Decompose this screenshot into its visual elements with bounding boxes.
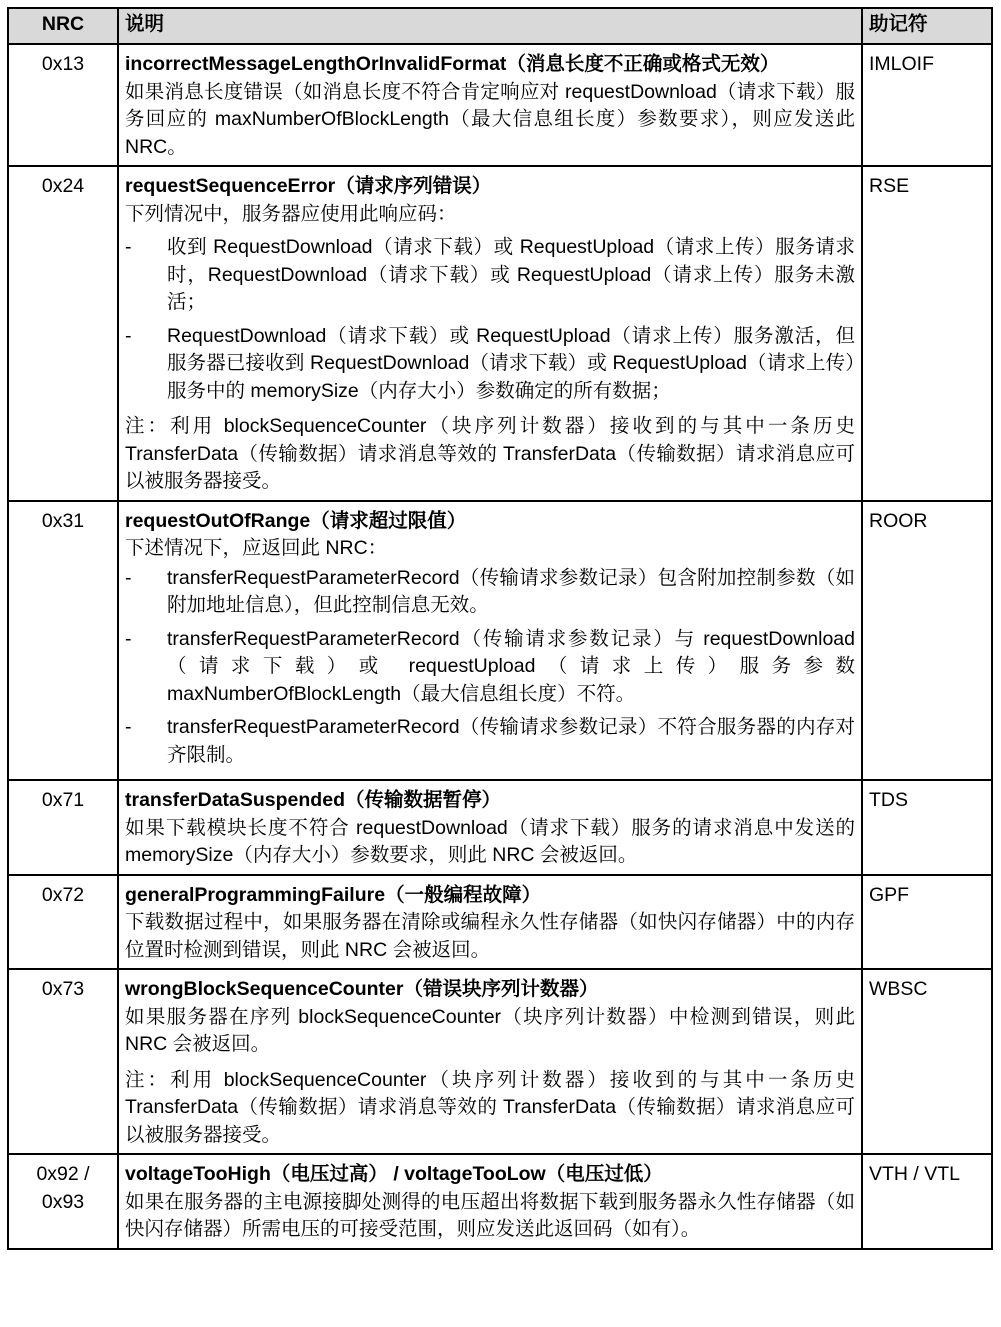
nrc-code: 0x71 bbox=[8, 780, 118, 875]
nrc-description-cell bbox=[118, 780, 862, 875]
nrc-mnemonic: TDS bbox=[862, 780, 992, 875]
nrc-mnemonic: IMLOIF bbox=[862, 44, 992, 166]
nrc-code: 0x72 bbox=[8, 875, 118, 970]
header-nrc: NRC bbox=[8, 8, 118, 44]
nrc-name-secondary-cn: （电压过低） bbox=[545, 1163, 663, 1185]
nrc-name-separator: / bbox=[387, 1163, 405, 1185]
nrc-description-cell bbox=[118, 44, 862, 166]
nrc-name-cn: （消息长度不正确或格式无效） bbox=[506, 53, 780, 75]
nrc-name-line bbox=[125, 173, 855, 201]
table-header-row bbox=[8, 8, 992, 44]
nrc-name: incorrectMessageLengthOrInvalidFormat bbox=[125, 53, 507, 75]
header-description: 说明 bbox=[118, 8, 862, 44]
nrc-description: 如果在服务器的主电源接脚处测得的电压超出将数据下载到服务器永久性存储器（如快闪存储器）所需电压的可接受范围，则应发送此返回码（如有）。 bbox=[125, 1190, 855, 1240]
nrc-code: 0x24 bbox=[8, 166, 118, 501]
nrc-name: transferDataSuspended bbox=[125, 789, 345, 811]
nrc-name: wrongBlockSequenceCounter bbox=[125, 978, 404, 1000]
list-item: - 收到 RequestDownload（请求下载）或 RequestUpload（请求上传）服务请求时，RequestDownload（请求下载）或 RequestUpload（请求上传）服务未激活； bbox=[125, 234, 855, 317]
header-mnemonic: 助记符 bbox=[862, 8, 992, 44]
nrc-description: 如果消息长度错误（如消息长度不符合肯定响应对 requestDownload（请求下载）服务回应的 maxNumberOfBlockLength（最大信息组长度）参数要求），则应发送此 NRC。 bbox=[125, 80, 855, 158]
nrc-description: 下述情况下，应返回此 NRC： bbox=[125, 537, 388, 559]
list-item: - transferRequestParameterRecord（传输请求参数记录）不符合服务器的内存对齐限制。 bbox=[125, 714, 855, 769]
nrc-name-cn: （电压过高） bbox=[270, 1163, 388, 1185]
nrc-mnemonic: RSE bbox=[862, 166, 992, 501]
nrc-code: 0x13 bbox=[8, 44, 118, 166]
nrc-name-secondary: voltageTooLow bbox=[404, 1163, 546, 1185]
nrc-description-cell bbox=[118, 166, 862, 501]
nrc-description: 下列情况中，服务器应使用此响应码： bbox=[125, 202, 457, 225]
list-item: - transferRequestParameterRecord（传输请求参数记录）包含附加控制参数（如附加地址信息），但此控制信息无效。 bbox=[125, 565, 855, 620]
table-row bbox=[8, 1154, 992, 1249]
nrc-description: 如果服务器在序列 blockSequenceCounter（块序列计数器）中检测到错误，则此 NRC 会被返回。 bbox=[125, 1005, 855, 1055]
nrc-note: 注：利用 blockSequenceCounter（块序列计数器）接收到的与其中一条历史 TransferData（传输数据）请求消息等效的 TransferData（传输数据）请求消息应可以被服务器接受。 bbox=[125, 415, 855, 492]
nrc-name: requestSequenceError bbox=[125, 175, 336, 197]
nrc-name-cn: （请求超过限值） bbox=[310, 509, 467, 532]
table-row bbox=[8, 780, 992, 875]
list-item: - RequestDownload（请求下载）或 RequestUpload（请求上传）服务激活，但服务器已接收到 RequestDownload（请求下载）或 RequestUpload（请求上传）服务中的 memorySize（内存大小）参数确定的所有数据； bbox=[125, 323, 855, 406]
table-row bbox=[8, 501, 992, 781]
nrc-mnemonic: VTH / VTL bbox=[862, 1154, 992, 1249]
nrc-name-cn: （一般编程故障） bbox=[385, 883, 542, 906]
nrc-mnemonic: ROOR bbox=[862, 501, 992, 781]
nrc-name-line bbox=[125, 508, 855, 536]
nrc-name-cn: （传输数据暂停） bbox=[344, 789, 501, 811]
nrc-description-cell bbox=[118, 969, 862, 1154]
nrc-name: requestOutOfRange bbox=[125, 509, 311, 532]
nrc-name-line bbox=[125, 51, 855, 79]
nrc-note: 注：利用 blockSequenceCounter（块序列计数器）接收到的与其中一条历史 TransferData（传输数据）请求消息等效的 TransferData（传输数据）请求消息应可以被服务器接受。 bbox=[125, 1068, 855, 1146]
table-row bbox=[8, 166, 992, 501]
nrc-description-cell bbox=[118, 875, 862, 970]
nrc-code: 0x31 bbox=[8, 501, 118, 781]
nrc-description-cell bbox=[118, 501, 862, 781]
nrc-description: 下载数据过程中，如果服务器在清除或编程永久性存储器（如快闪存储器）中的内存位置时检测到错误，则此 NRC 会被返回。 bbox=[125, 911, 855, 961]
nrc-name-line bbox=[125, 976, 855, 1004]
nrc-name-line bbox=[125, 1161, 855, 1189]
nrc-code: 0x73 bbox=[8, 969, 118, 1154]
nrc-mnemonic: WBSC bbox=[862, 969, 992, 1154]
nrc-name-cn: （请求序列错误） bbox=[335, 175, 492, 197]
condition-list bbox=[125, 565, 855, 770]
nrc-name: generalProgrammingFailure bbox=[125, 883, 386, 906]
nrc-description: 如果下载模块长度不符合 requestDownload（请求下载）服务的请求消息中发送的 memorySize（内存大小）参数要求，则此 NRC 会被返回。 bbox=[125, 816, 855, 866]
table-row bbox=[8, 875, 992, 970]
nrc-description-cell bbox=[118, 1154, 862, 1249]
nrc-code: 0x92 / 0x93 bbox=[8, 1154, 118, 1249]
nrc-mnemonic: GPF bbox=[862, 875, 992, 970]
list-item: - transferRequestParameterRecord（传输请求参数记录）与 requestDownload（请求下载）或 requestUpload（请求上传）服务参数 maxNumberOfBlockLength（最大信息组长度）不符。 bbox=[125, 626, 855, 709]
condition-list bbox=[125, 234, 855, 405]
nrc-name-line bbox=[125, 787, 855, 815]
nrc-name-line bbox=[125, 882, 855, 910]
table-row bbox=[8, 44, 992, 166]
nrc-name-cn: （错误块序列计数器） bbox=[403, 978, 599, 1000]
table-row bbox=[8, 969, 992, 1154]
nrc-table bbox=[7, 7, 993, 1250]
nrc-name: voltageTooHigh bbox=[125, 1163, 271, 1185]
